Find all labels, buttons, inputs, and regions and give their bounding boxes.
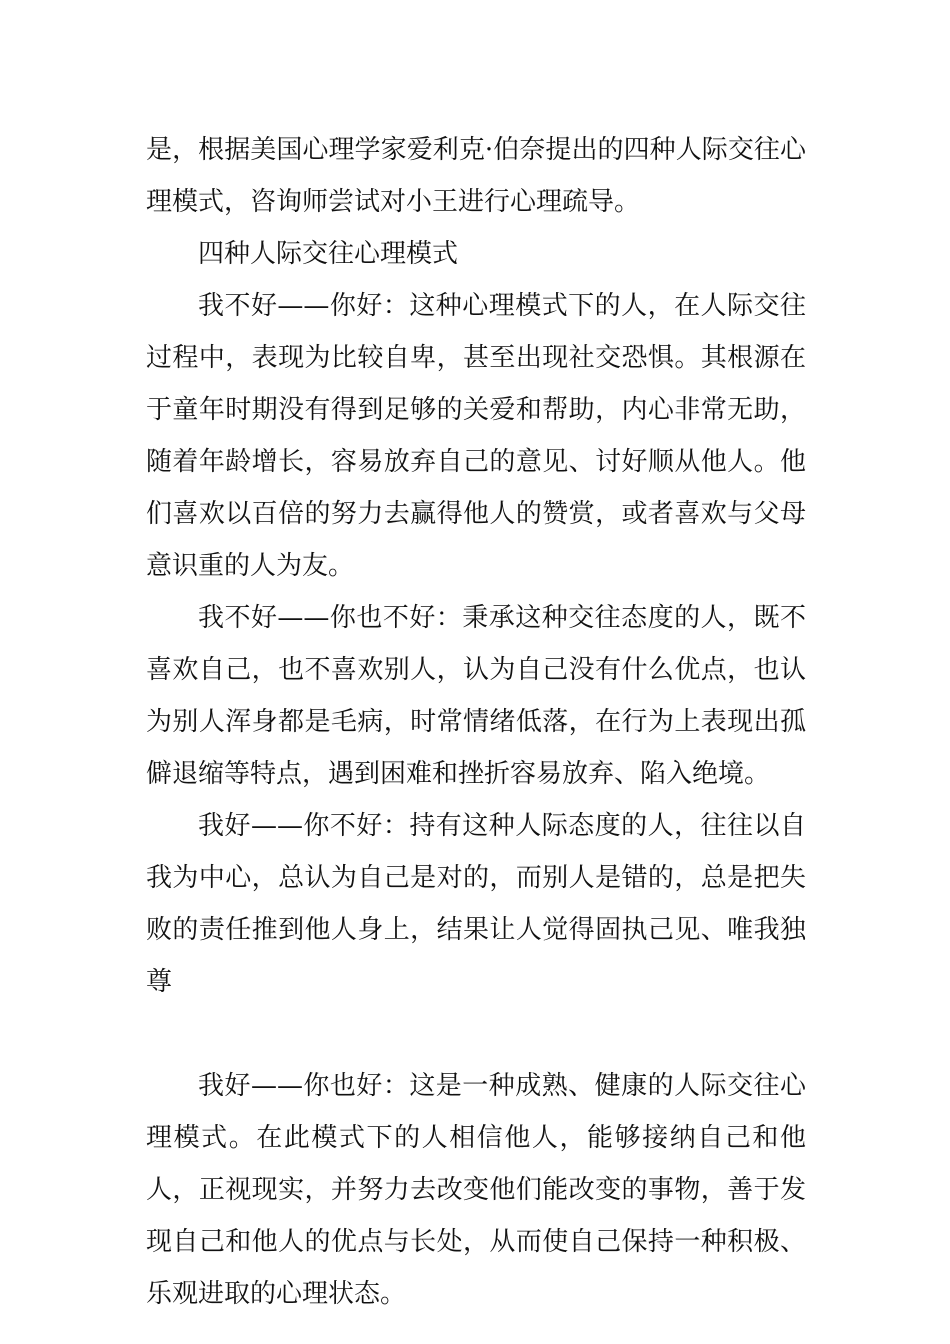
paragraph-mode-i-ok-you-ok: 我好——你也好：这是一种成熟、健康的人际交往心理模式。在此模式下的人相信他人，能够接纳自己和他人，正视现实，并努力去改变他们能改变的事物，善于发现自己和他人的优点与长处，从而使自己保持一种积极、乐观进取的心理状态。 (146, 1071, 806, 1309)
paragraph-mode-i-ok-you-not-ok: 我好——你不好：持有这种人际态度的人，往往以自我为中心，总认为自己是对的，而别人是错的，总是把失败的责任推到他人身上，结果让人觉得固执己见、唯我独尊 (146, 811, 806, 997)
paragraph-mode-i-not-ok-you-not-ok: 我不好——你也不好：秉承这种交往态度的人，既不喜欢自己，也不喜欢别人，认为自己没有什么优点，也认为别人浑身都是毛病，时常情绪低落，在行为上表现出孤僻退缩等特点，遇到困难和挫折容易放弃、陷入绝境。 (146, 603, 806, 789)
section-heading: 四种人际交往心理模式 (198, 239, 459, 269)
document-body (146, 124, 806, 1320)
paragraph-gap (146, 1008, 806, 1060)
paragraph-continuation: 是，根据美国心理学家爱利克·伯奈提出的四种人际交往心理模式，咨询师尝试对小王进行心理疏导。 (146, 135, 806, 217)
paragraph-mode-i-not-ok-you-ok: 我不好——你好：这种心理模式下的人，在人际交往过程中，表现为比较自卑，甚至出现社交恐惧。其根源在于童年时期没有得到足够的关爱和帮助，内心非常无助，随着年龄增长，容易放弃自己的意见、讨好顺从他人。他们喜欢以百倍的努力去赢得他人的赞赏，或者喜欢与父母意识重的人为友。 (146, 291, 806, 581)
